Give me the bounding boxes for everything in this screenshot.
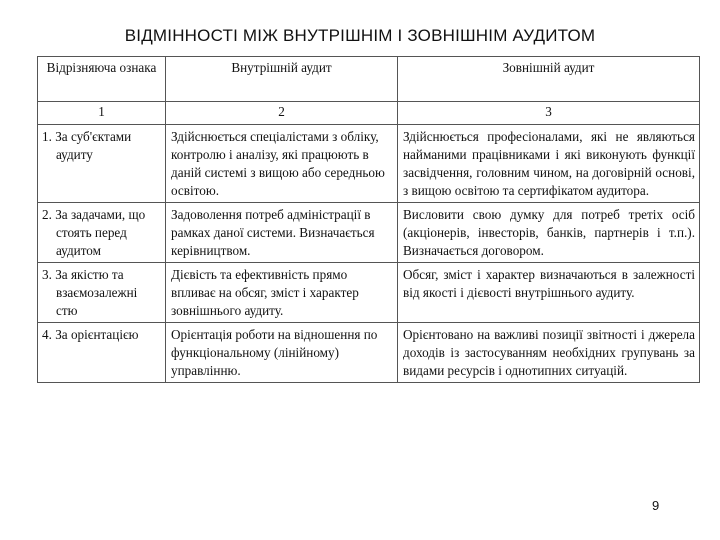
external-text: Висловити свою думку для потреб третіх осіб (акціонерів, інвесторів, банків, партнерів і т.п.). Визначається договором. xyxy=(403,207,695,258)
comparison-table xyxy=(37,56,700,383)
header-feature: Відрізняюча ознака xyxy=(38,57,166,102)
internal-cell xyxy=(166,323,398,383)
feature-cell xyxy=(38,323,166,383)
external-cell xyxy=(398,203,700,263)
table-row xyxy=(38,323,700,383)
header-external-audit: Зовнішній аудит xyxy=(398,57,700,102)
feature-text: 1. За суб'єктами аудиту xyxy=(42,129,132,162)
internal-text: Задоволення потреб адміністрації в рамках даної системи. Визначається керівництвом. xyxy=(171,207,375,258)
external-cell xyxy=(398,323,700,383)
internal-cell xyxy=(166,125,398,203)
external-cell xyxy=(398,263,700,323)
column-number: 2 xyxy=(166,102,398,125)
external-text: Здійснюється професіоналами, які не являються найманими працівниками і які виконують функції засвідчення, головним чином, на договірній основі, з вищою освітою та сертифікатом аудитора. xyxy=(403,129,695,198)
feature-cell xyxy=(38,203,166,263)
external-text: Орієнтовано на важливі позиції звітності і джерела доходів із застосуванням необхідних групувань за видами ресурсів і однотипних ситуацій. xyxy=(403,327,695,378)
column-number: 1 xyxy=(38,102,166,125)
column-number: 3 xyxy=(398,102,700,125)
internal-text: Здійснюється спеціалістами з обліку, контролю і аналізу, які працюють в даній системі з вищою або середньою освітою. xyxy=(171,129,385,198)
feature-cell xyxy=(38,125,166,203)
internal-text: Дієвість та ефективність прямо впливає на обсяг, зміст і характер зовнішнього аудиту. xyxy=(171,267,359,318)
column-number-row xyxy=(38,102,700,125)
internal-cell xyxy=(166,263,398,323)
page-title: ВІДМІННОСТІ МІЖ ВНУТРІШНІМ І ЗОВНІШНІМ АУДИТОМ xyxy=(124,26,596,45)
table-row xyxy=(38,263,700,323)
feature-text: 4. За орієнтацією xyxy=(42,327,139,342)
internal-cell xyxy=(166,203,398,263)
feature-text: 3. За якістю та взаємозалежні стю xyxy=(42,267,138,318)
header-internal-audit: Внутрішній аудит xyxy=(166,57,398,102)
external-cell xyxy=(398,125,700,203)
feature-cell xyxy=(38,263,166,323)
feature-text: 2. За задачами, що стоять перед аудитом xyxy=(42,207,146,258)
external-text: Обсяг, зміст і характер визначаються в залежності від якості і дієвості внутрішнього аудиту. xyxy=(403,267,695,300)
internal-text: Орієнтація роботи на відношення по функціональному (лінійному) управлінню. xyxy=(171,327,378,378)
page-number: 9 xyxy=(652,498,660,513)
table-header-row xyxy=(38,57,700,102)
table-row xyxy=(38,203,700,263)
table-row xyxy=(38,125,700,203)
